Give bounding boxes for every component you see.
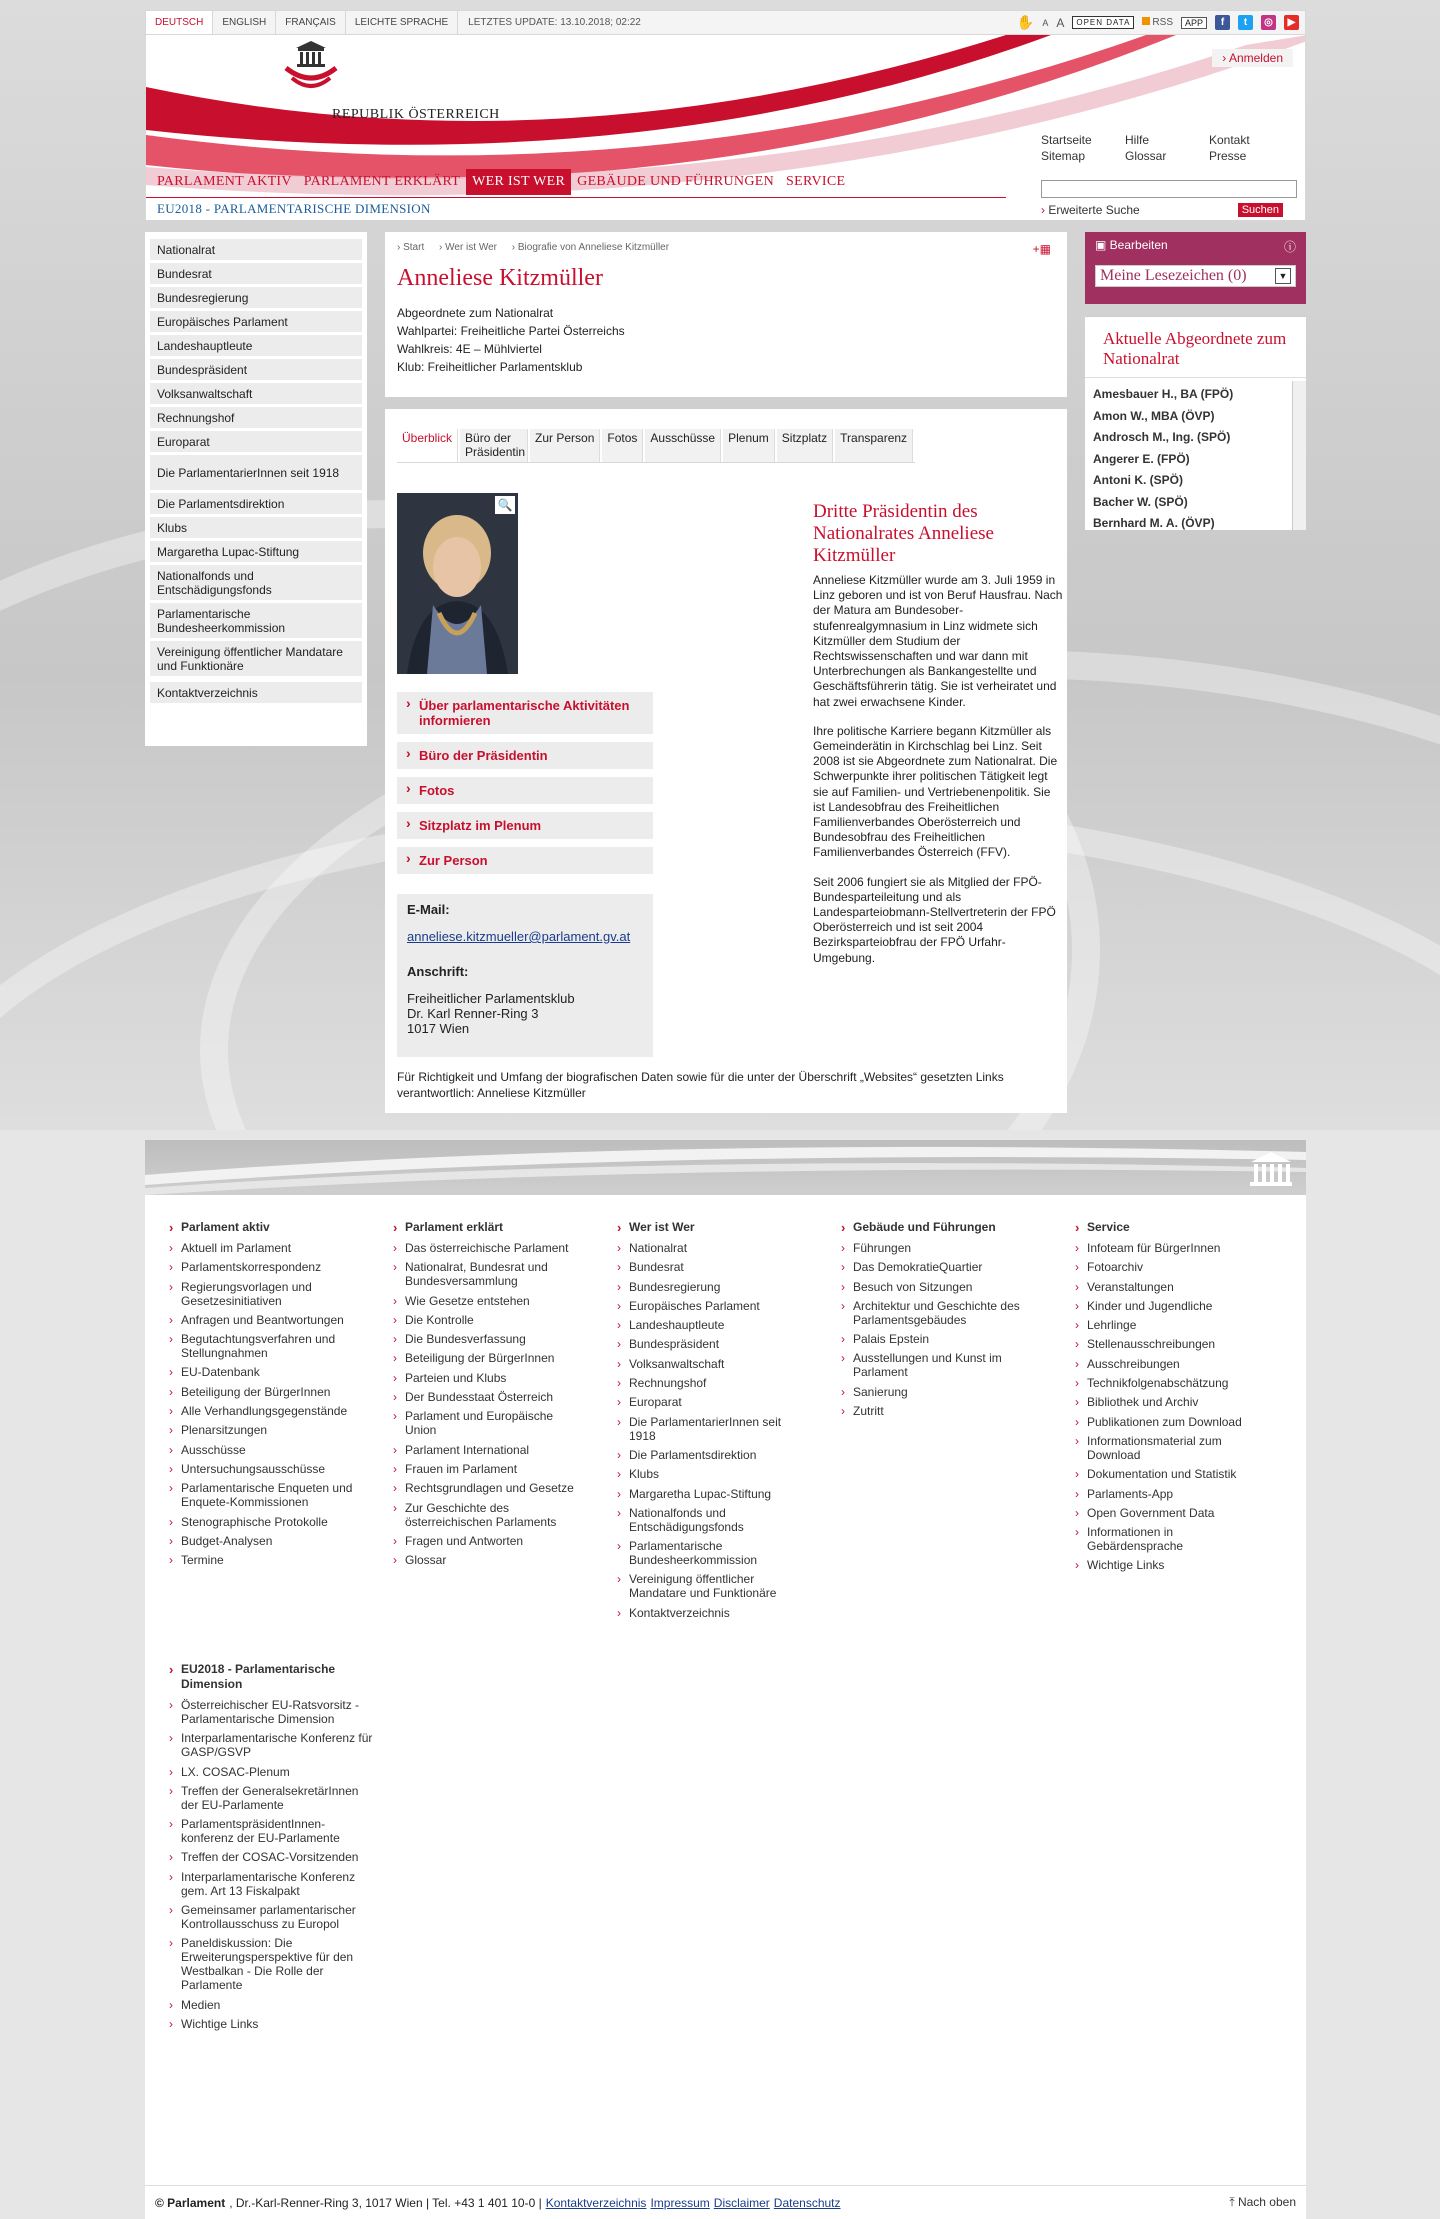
tab-ausschuesse[interactable]: Ausschüsse <box>645 429 721 462</box>
footer-link[interactable]: › Wie Gesetze entstehen <box>389 1294 579 1308</box>
footer-link[interactable]: › Publikationen zum Download <box>1071 1415 1261 1429</box>
footer-link[interactable]: › Architektur und Geschichte des Parlamentsgebäudes <box>837 1299 1027 1327</box>
sidebar-item[interactable]: Bundesregierung <box>150 287 362 308</box>
info-icon[interactable]: ⓘ <box>1283 240 1296 254</box>
footer-link[interactable]: › Die Kontrolle <box>389 1313 579 1327</box>
list-item[interactable]: Bernhard M. A. (ÖVP) <box>1093 516 1215 530</box>
footer-link[interactable]: › Untersuchungsausschüsse <box>165 1462 355 1476</box>
arrow-up-icon: ⤒ <box>1229 2195 1238 2209</box>
footer-link[interactable]: › Ausschüsse <box>165 1443 355 1457</box>
action-buero[interactable]: › Büro der Präsidentin <box>397 742 653 769</box>
util-hilfe[interactable]: Hilfe <box>1125 133 1150 147</box>
subnav-eu2018[interactable]: EU2018 - PARLAMENTARISCHE DIMENSION <box>157 201 431 216</box>
instagram-icon[interactable]: ◎ <box>1261 15 1276 30</box>
footer-link[interactable]: › Interparlamentarische Konferenz gem. Art 13 Fiskalpakt <box>165 1870 375 1898</box>
footer-link[interactable]: › Parteien und Klubs <box>389 1371 579 1385</box>
footer-link[interactable]: › Plenarsitzungen <box>165 1423 355 1437</box>
tab-plenum[interactable]: Plenum <box>723 429 775 462</box>
footer-link[interactable]: › Rechnungshof <box>613 1376 803 1390</box>
print-icon[interactable]: +▦ <box>1032 242 1051 256</box>
person-detail-card <box>385 409 1067 1113</box>
footer-link[interactable]: › Budget-Analysen <box>165 1534 355 1548</box>
footer-link[interactable]: › Informationen in Gebärdensprache <box>1071 1525 1261 1553</box>
footer-impressum[interactable]: Impressum <box>650 2195 710 2210</box>
tab-fotos[interactable]: Fotos <box>602 429 643 462</box>
footer-link[interactable]: › Bundespräsident <box>613 1337 803 1351</box>
edit-button[interactable]: ▣ Bearbeiten <box>1095 238 1168 252</box>
util-presse[interactable]: Presse <box>1209 149 1247 163</box>
footer-link[interactable]: › Stenographische Protokolle <box>165 1515 355 1529</box>
footer-link[interactable]: › Europäisches Parlament <box>613 1299 803 1313</box>
members-scrollbar[interactable] <box>1292 381 1306 530</box>
footer-link[interactable]: › Landeshauptleute <box>613 1318 803 1332</box>
tab-sitzplatz[interactable]: Sitzplatz <box>777 429 833 462</box>
footer-link[interactable]: › Nationalfonds und Entschädigungsfonds <box>613 1506 803 1534</box>
footer-link[interactable]: › Termine <box>165 1553 355 1567</box>
tab-zur-person[interactable]: Zur Person <box>530 429 600 462</box>
person-role: Abgeordnete zum Nationalrat <box>397 306 554 320</box>
footer-link[interactable]: › Nationalrat <box>613 1241 803 1255</box>
lang-easy[interactable]: LEICHTE SPRACHE <box>346 11 458 34</box>
action-sitzplatz[interactable]: › Sitzplatz im Plenum <box>397 812 653 839</box>
advanced-search-link[interactable]: › Erweiterte Suche <box>1041 203 1140 217</box>
footer-link[interactable]: › Technikfolgenabschätzung <box>1071 1376 1261 1390</box>
bio-paragraph: Ihre politische Karriere begann Kitzmüller als Gemeinderätin in Kirchschlag bei Linz. Seit 2008 ist sie Abgeordnete zum Nationalrat. Die Schwerpunkte ihrer politischen Tätigkeit legt sie auf Familien- und Vertriebenenpolitik. Sie ist Landesobfrau des Freiheitlichen Familienverbandes Oberösterreich und Bundesobfrau des Freiheitlichen Familienverbandes Österreich (FFV). <box>813 723 1058 860</box>
font-small-button[interactable]: A <box>1042 17 1049 28</box>
list-item[interactable]: Angerer E. (FPÖ) <box>1093 451 1190 466</box>
footer-link[interactable]: › Regierungsvorlagen und Gesetzesinitiativen <box>165 1280 355 1308</box>
nav-gebaeude[interactable]: GEBÄUDE UND FÜHRUNGEN <box>577 174 775 189</box>
logo-subtitle[interactable]: Parlament <box>332 125 389 140</box>
footer-link[interactable]: › Lehrlinge <box>1071 1318 1261 1332</box>
biography <box>813 501 1063 980</box>
person-district: Wahlkreis: 4E – Mühlviertel <box>397 342 542 356</box>
footer-link[interactable]: › Wichtige Links <box>165 2017 375 2031</box>
last-update: LETZTES UPDATE: 13.10.2018; 02:22 <box>468 17 641 28</box>
footer-link[interactable]: › Medien <box>165 1998 375 2012</box>
person-header-card <box>385 232 1067 397</box>
footer-link[interactable]: › Rechtsgrundlagen und Gesetze <box>389 1481 579 1495</box>
zoom-icon[interactable]: 🔍 <box>495 496 515 514</box>
sidebar-item[interactable]: Rechnungshof <box>150 407 362 428</box>
footer-link[interactable]: › Ausschreibungen <box>1071 1357 1261 1371</box>
footer-head[interactable]: › EU2018 - Parlamentarische Dimension <box>165 1662 375 1692</box>
twitter-icon[interactable]: t <box>1238 15 1253 30</box>
nav-service[interactable]: SERVICE <box>786 174 846 189</box>
breadcrumb <box>397 242 1055 253</box>
footer-col-eu2018 <box>165 1662 375 2036</box>
footer-head[interactable]: › Service <box>1071 1220 1261 1235</box>
footer-swoosh <box>145 1140 1306 1195</box>
footer-link[interactable]: › Glossar <box>389 1553 579 1567</box>
footer-link[interactable]: › Aktuell im Parlament <box>165 1241 355 1255</box>
contact-box <box>397 894 653 1057</box>
footer-link[interactable]: › Österreichischer EU-Ratsvorsitz - Parlamentarische Dimension <box>165 1698 375 1726</box>
email-label: E-Mail: <box>407 902 450 917</box>
portrait-image <box>397 493 518 674</box>
footer-link[interactable]: › Klubs <box>613 1467 803 1481</box>
footer-head[interactable]: › Parlament erklärt <box>389 1220 579 1235</box>
footer-band <box>145 1140 1306 1195</box>
search-input[interactable] <box>1041 180 1297 198</box>
footer-link[interactable]: › Palais Epstein <box>837 1332 1027 1346</box>
sidebar-item[interactable]: Klubs <box>150 517 362 538</box>
footer-link[interactable]: › Frauen im Parlament <box>389 1462 579 1476</box>
address-label: Anschrift: <box>407 964 469 979</box>
rss-icon <box>1142 17 1150 25</box>
bio-paragraph: Anneliese Kitzmüller wurde am 3. Juli 1959 in Linz geboren und ist von Beruf Hausfrau. Nach der Matura am Bundesoberstufenrealgymnasium in Linz widmete sich Kitzmüller dem Studium der Rechtswissenschaften und war dann mit Unterbrechungen als Bankangestellte und Geschäftsführerin tätig. Sie ist verheiratet und hat zwei erwachsene Kinder. <box>813 573 1063 709</box>
footer-link[interactable]: › Parlament und Europäische Union <box>389 1409 579 1437</box>
back-to-top-button[interactable]: ⤒ Nach oben <box>1229 2195 1296 2209</box>
email-link[interactable]: anneliese.kitzmueller@parlament.gv.at <box>407 929 631 944</box>
footer-link[interactable]: › Informationsmaterial zum Download <box>1071 1434 1261 1462</box>
copyright-bar <box>145 2185 1306 2219</box>
footer-link[interactable]: › Zur Geschichte des österreichischen Parlaments <box>389 1501 579 1529</box>
footer-link[interactable]: › Interparlamentarische Konferenz für GASP/GSVP <box>165 1731 375 1759</box>
footer-link[interactable]: › Margaretha Lupac-Stiftung <box>613 1487 803 1501</box>
nav-parlament-erklaert[interactable]: PARLAMENT ERKLÄRT <box>303 174 461 189</box>
footer-link[interactable]: › Gemeinsamer parlamentarischer Kontrollausschuss zu Europol <box>165 1903 375 1931</box>
util-kontakt[interactable]: Kontakt <box>1209 133 1250 147</box>
parliament-logo-icon <box>276 40 346 90</box>
footer-link[interactable]: › Parlamentarische Enqueten und Enquete-Kommissionen <box>165 1481 355 1509</box>
footer-link[interactable]: › Parlamentskorrespondenz <box>165 1260 355 1274</box>
footer-link[interactable]: › Open Government Data <box>1071 1506 1261 1520</box>
tab-transparenz[interactable]: Transparenz <box>835 429 913 462</box>
sidebar <box>145 232 367 746</box>
footer-link[interactable]: › Bundesregierung <box>613 1280 803 1294</box>
footer-link[interactable]: › Anfragen und Beantwortungen <box>165 1313 355 1327</box>
footer-link[interactable]: › Parlament International <box>389 1443 579 1457</box>
footer-address: , Dr.-Karl-Renner-Ring 3, 1017 Wien | Tel. +43 1 401 10-0 | <box>229 2195 542 2210</box>
action-zur-person[interactable]: › Zur Person <box>397 847 653 874</box>
tab-ueberblick[interactable]: Überblick <box>397 429 458 462</box>
footer-link[interactable]: › Nationalrat, Bundesrat und Bundesversammlung <box>389 1260 579 1288</box>
list-item[interactable]: Bacher W. (SPÖ) <box>1093 494 1188 509</box>
footer-disclaimer[interactable]: Disclaimer <box>713 2195 770 2210</box>
tab-bar <box>397 429 915 463</box>
footer-head[interactable]: › Gebäude und Führungen <box>837 1220 1027 1235</box>
youtube-icon[interactable]: ▶ <box>1284 15 1299 30</box>
footer-link[interactable]: › Parlaments-App <box>1071 1487 1261 1501</box>
footer-link[interactable]: › Ausstellungen und Kunst im Parlament <box>837 1351 1027 1379</box>
footer-link[interactable]: › Sanierung <box>837 1385 1027 1399</box>
bio-paragraph: Seit 2006 fungiert sie als Mitglied der FPÖ-Bundesparteileitung und als Landesparteiobmann-Stellvertreterin der FPÖ Oberösterreich und ist seit 2004 Bezirksparteiobfrau der FPÖ Urfahr-Umgebung. <box>813 874 1056 965</box>
sidebar-item[interactable]: Die ParlamentarierInnen seit 1918 <box>150 455 362 490</box>
footer-link[interactable]: › Zutritt <box>837 1404 1027 1418</box>
edit-icon: ▣ <box>1095 238 1110 252</box>
main-nav <box>151 169 851 195</box>
footer-link[interactable]: › Treffen der COSAC-Vorsitzenden <box>165 1850 375 1864</box>
footer-head[interactable]: › Wer ist Wer <box>613 1220 803 1235</box>
search-row <box>1041 201 1297 219</box>
sidebar-item[interactable]: Parlamentarische Bundesheerkommission <box>150 603 362 638</box>
lang-en[interactable]: ENGLISH <box>213 11 276 34</box>
portrait-photo[interactable] <box>397 493 518 674</box>
logo-title[interactable]: REPUBLIK ÖSTERREICH <box>332 107 500 122</box>
search-button[interactable]: Suchen <box>1238 203 1283 217</box>
person-club: Klub: Freiheitlicher Parlamentsklub <box>397 360 583 374</box>
footer-datenschutz[interactable]: Datenschutz <box>773 2195 841 2210</box>
footer-link[interactable]: › Vereinigung öffentlicher Mandatare und Funktionäre <box>613 1572 803 1600</box>
footer-link[interactable]: › Treffen der GeneralsekretärInnen der EU-Parlamente <box>165 1784 375 1812</box>
footer-link[interactable]: › Wichtige Links <box>1071 1558 1261 1572</box>
footer-col-parlament-aktiv <box>165 1220 355 1572</box>
sidebar-item[interactable]: Bundespräsident <box>150 359 362 380</box>
breadcrumb-wer-ist-wer[interactable]: › Wer ist Wer <box>439 242 497 253</box>
footer-link[interactable]: › Parlamentarische Bundesheerkommission <box>613 1539 803 1567</box>
footer-link[interactable]: › Kinder und Jugendliche <box>1071 1299 1261 1313</box>
util-sitemap[interactable]: Sitemap <box>1041 149 1086 163</box>
rss-link[interactable]: RSS <box>1142 17 1173 28</box>
footer-link[interactable]: › Führungen <box>837 1241 1027 1255</box>
footer-head[interactable]: › Parlament aktiv <box>165 1220 355 1235</box>
facebook-icon[interactable]: f <box>1215 15 1230 30</box>
action-fotos[interactable]: › Fotos <box>397 777 653 804</box>
sidebar-item[interactable]: Vereinigung öffentlicher Mandatare und Funktionäre <box>150 641 362 676</box>
sidebar-item[interactable]: Volksanwaltschaft <box>150 383 362 404</box>
footer-link[interactable]: › ParlamentspräsidentInnen-konferenz der EU-Parlamente <box>165 1817 375 1845</box>
footer-link[interactable]: › Veranstaltungen <box>1071 1280 1261 1294</box>
address: Freiheitlicher Parlamentsklub Dr. Karl Renner-Ring 3 1017 Wien <box>407 991 575 1036</box>
footer-link[interactable]: › Besuch von Sitzungen <box>837 1280 1027 1294</box>
utility-links <box>1041 133 1293 164</box>
footer-col-wer-ist-wer <box>613 1220 803 1625</box>
sidebar-item[interactable]: Europäisches Parlament <box>150 311 362 332</box>
footer-parliament-icon <box>1246 1150 1296 1190</box>
sidebar-item[interactable]: Nationalfonds und Entschädigungsfonds <box>150 565 362 600</box>
footer-link[interactable]: › EU-Datenbank <box>165 1365 355 1379</box>
breadcrumb-start[interactable]: › Start <box>397 242 425 253</box>
footer-link[interactable]: › Beteiligung der BürgerInnen <box>389 1351 579 1365</box>
list-item[interactable]: Androsch M., Ing. (SPÖ) <box>1093 430 1231 444</box>
list-item[interactable]: Amon W., MBA (ÖVP) <box>1093 408 1215 423</box>
bio-title: Dritte Präsidentin des Nationalrates Anneliese Kitzmüller <box>813 501 994 566</box>
chevron-down-icon: ▼ <box>1275 268 1291 284</box>
list-item[interactable]: Antoni K. (SPÖ) <box>1093 473 1183 487</box>
footer-link[interactable]: › Dokumentation und Statistik <box>1071 1467 1261 1481</box>
footer-link[interactable]: › LX. COSAC-Plenum <box>165 1765 375 1779</box>
footer-col-gebaeude <box>837 1220 1027 1423</box>
tab-buero[interactable]: Büro der Präsidentin <box>460 429 528 462</box>
footer-link[interactable]: › Die ParlamentarierInnen seit 1918 <box>613 1415 803 1443</box>
list-item[interactable]: Amesbauer H., BA (FPÖ) <box>1093 387 1234 401</box>
lang-fr[interactable]: FRANÇAIS <box>276 11 346 34</box>
members-list-title: Aktuelle Abgeordnete zum Nationalrat <box>1103 329 1287 368</box>
action-aktivitaeten[interactable]: › Über parlamentarische Aktivitäten informieren <box>397 692 653 734</box>
footer-link[interactable]: › Bibliothek und Archiv <box>1071 1395 1261 1409</box>
footer-link[interactable]: › Volksanwaltschaft <box>613 1357 803 1371</box>
footer-link[interactable]: › Fotoarchiv <box>1071 1260 1261 1274</box>
members-list-items <box>1085 377 1306 530</box>
bookmark-panel <box>1085 232 1306 304</box>
footer-link[interactable]: › Alle Verhandlungsgegenstände <box>165 1404 355 1418</box>
nav-wer-ist-wer[interactable]: WER IST WER <box>466 169 571 195</box>
footer-link[interactable]: › Die Bundesverfassung <box>389 1332 579 1346</box>
footer-link[interactable]: › Paneldiskussion: Die Erweiterungsperspektive für den Westbalkan - Die Rolle der Parlamente <box>165 1936 375 1992</box>
util-startseite[interactable]: Startseite <box>1041 133 1092 147</box>
login-link[interactable]: › Anmelden <box>1212 49 1293 67</box>
footer-link[interactable]: › Das DemokratieQuartier <box>837 1260 1027 1274</box>
footer-link[interactable]: › Beteiligung der BürgerInnen <box>165 1385 355 1399</box>
footer-link[interactable]: › Die Parlamentsdirektion <box>613 1448 803 1462</box>
sign-language-icon[interactable]: ✋ <box>1016 14 1035 30</box>
footer-link[interactable]: › Infoteam für BürgerInnen <box>1071 1241 1261 1255</box>
footer-link[interactable]: › Begutachtungsverfahren und Stellungnahmen <box>165 1332 355 1360</box>
nav-parlament-aktiv[interactable]: PARLAMENT AKTIV <box>157 174 292 189</box>
footer-link[interactable]: › Das österreichische Parlament <box>389 1241 579 1255</box>
copyright: © Parlament <box>155 2195 226 2210</box>
person-info <box>397 304 1055 376</box>
disclaimer: Für Richtigkeit und Umfang der biografischen Daten sowie für die unter der Überschrift „Websites“ gesetzten Links verantwortlich: Anneliese Kitzmüller <box>397 1070 1004 1100</box>
sidebar-item[interactable]: Nationalrat <box>150 239 362 260</box>
footer-col-service <box>1071 1220 1261 1578</box>
language-bar <box>145 10 1306 35</box>
open-data-link[interactable]: OPEN DATA <box>1072 16 1134 29</box>
footer-link[interactable]: › Fragen und Antworten <box>389 1534 579 1548</box>
footer <box>145 1195 1306 2195</box>
bookmark-select[interactable]: Meine Lesezeichen (0) ▼ <box>1095 265 1296 287</box>
footer-col-parlament-erklaert <box>389 1220 579 1572</box>
app-link[interactable]: APP <box>1181 17 1207 29</box>
footer-link[interactable]: › Bundesrat <box>613 1260 803 1274</box>
sidebar-item[interactable]: Bundesrat <box>150 263 362 284</box>
members-list <box>1085 316 1306 530</box>
sub-nav <box>146 197 1006 219</box>
footer-link[interactable]: › Der Bundesstaat Österreich <box>389 1390 579 1404</box>
person-party: Wahlpartei: Freiheitliche Partei Österreichs <box>397 324 625 338</box>
lang-de[interactable]: DEUTSCH <box>146 11 213 34</box>
edit-bar <box>1095 238 1296 255</box>
font-large-button[interactable]: A <box>1056 15 1065 30</box>
sidebar-item[interactable]: Margaretha Lupac-Stiftung <box>150 541 362 562</box>
sidebar-item[interactable]: Landeshauptleute <box>150 335 362 356</box>
footer-link[interactable]: › Kontaktverzeichnis <box>613 1606 803 1620</box>
sidebar-item[interactable]: Europarat <box>150 431 362 452</box>
footer-kontaktverzeichnis[interactable]: Kontaktverzeichnis <box>545 2195 647 2210</box>
site-header <box>145 35 1306 220</box>
breadcrumb-current: › Biografie von Anneliese Kitzmüller <box>511 242 670 253</box>
action-list <box>397 692 653 882</box>
util-glossar[interactable]: Glossar <box>1125 149 1167 163</box>
footer-link[interactable]: › Europarat <box>613 1395 803 1409</box>
page-title: Anneliese Kitzmüller <box>397 265 603 291</box>
sidebar-item[interactable]: Die Parlamentsdirektion <box>150 493 362 514</box>
sidebar-item[interactable]: Kontaktverzeichnis <box>150 682 362 703</box>
footer-link[interactable]: › Stellenausschreibungen <box>1071 1337 1261 1351</box>
